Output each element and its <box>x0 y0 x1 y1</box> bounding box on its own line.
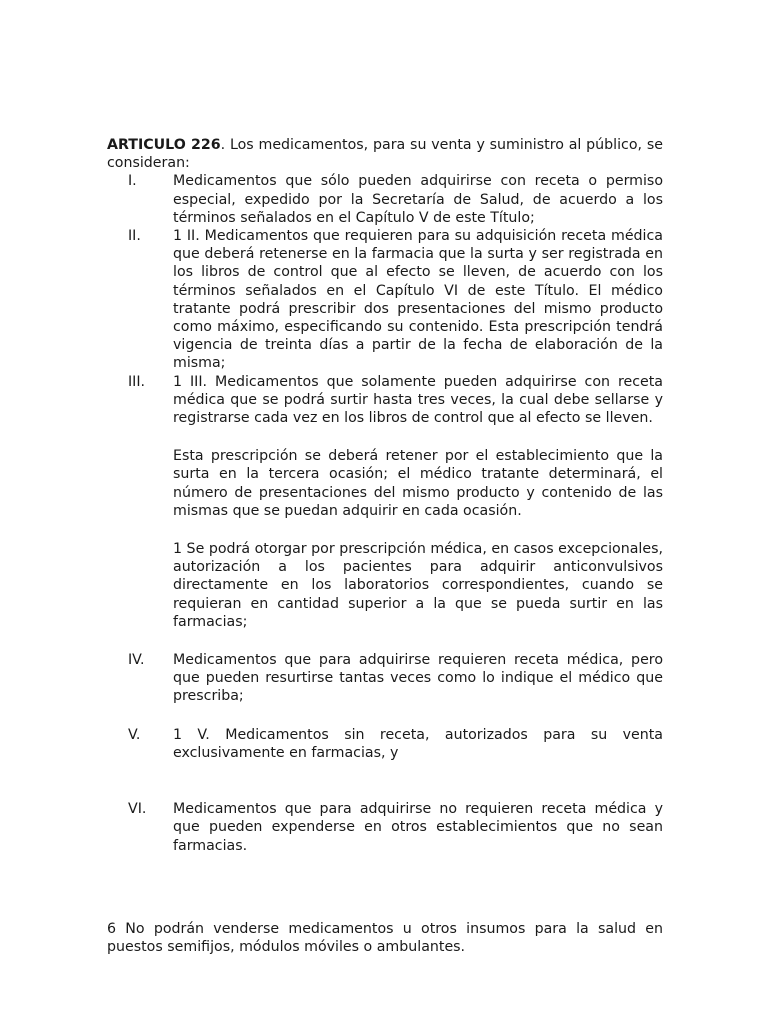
item-text: 1 III. Medicamentos que solamente pueden adquirirse con receta médica que se podrá surtir hasta tres veces, la cual debe sellarse y registrarse cada vez en los libros de control que al efecto se lleven. <box>173 373 663 427</box>
item-number: IV. <box>128 652 145 669</box>
item-3-paragraph: 1 Se podrá otorgar por prescripción médica, en casos excepcionales, autorización a los pacientes para adquirir anticonvulsivos directamente en los laboratorios correspondientes, cuando se requieran en cantidad superior a la que se pueda surtir en las farmacias; <box>173 541 663 630</box>
footnote-paragraph: 6 No podrán venderse medicamentos u otros insumos para la salud en puestos semifijos, módulos móviles o ambulantes. <box>107 921 663 956</box>
list-item-6 <box>107 800 663 855</box>
item-text: Medicamentos que para adquirirse requieren receta médica, pero que pueden resurtirse tantas veces como lo indique el médico que prescriba; <box>173 652 663 705</box>
item-number: II. <box>128 228 141 245</box>
item-text: Medicamentos que para adquirirse no requieren receta médica y que pueden expenderse en otros establecimientos que no sean farmacias. <box>173 801 663 854</box>
list-item-3 <box>107 373 663 428</box>
item-number: VI. <box>128 801 147 818</box>
article-body <box>107 136 663 855</box>
list-item-2 <box>107 227 663 373</box>
list-item-4 <box>107 651 663 706</box>
article-intro <box>107 136 663 172</box>
item-3-paragraph: Esta prescripción se deberá retener por el establecimiento que la surta en la tercera ocasión; el médico tratante determinará, el número de presentaciones del mismo producto y contenido de las mismas que se puedan adquirir en cada ocasión. <box>173 448 663 519</box>
item-text: Medicamentos que sólo pueden adquirirse con receta o permiso especial, expedido por la Secretaría de Salud, de acuerdo a los términos señalados en el Capítulo V de este Título; <box>173 173 663 226</box>
item-number: I. <box>128 173 137 190</box>
item-text: 1 V. Medicamentos sin receta, autorizados para su venta exclusivamente en farmacias, y <box>173 726 663 761</box>
article-intro-text: . Los medicamentos, para su venta y suministro al público, se consideran: <box>107 137 663 172</box>
list-item-5 <box>107 726 663 762</box>
article-heading: ARTICULO 226 <box>107 137 221 153</box>
list-item-1 <box>107 172 663 227</box>
item-number: V. <box>128 726 141 743</box>
item-number: III. <box>128 373 146 390</box>
item-text: 1 II. Medicamentos que requieren para su adquisición receta médica que deberá retenerse en la farmacia que la surta y ser registrada en los libros de control que al efecto se lleven, de acuerdo con los términos señalados en el Capítulo VI de este Título. El médico tratante podrá prescribir dos presentaciones del mismo producto como máximo, especificando su contenido. Esta prescripción tendrá vigencia de treinta días a partir de la fecha de elaboración de la misma; <box>173 228 663 372</box>
